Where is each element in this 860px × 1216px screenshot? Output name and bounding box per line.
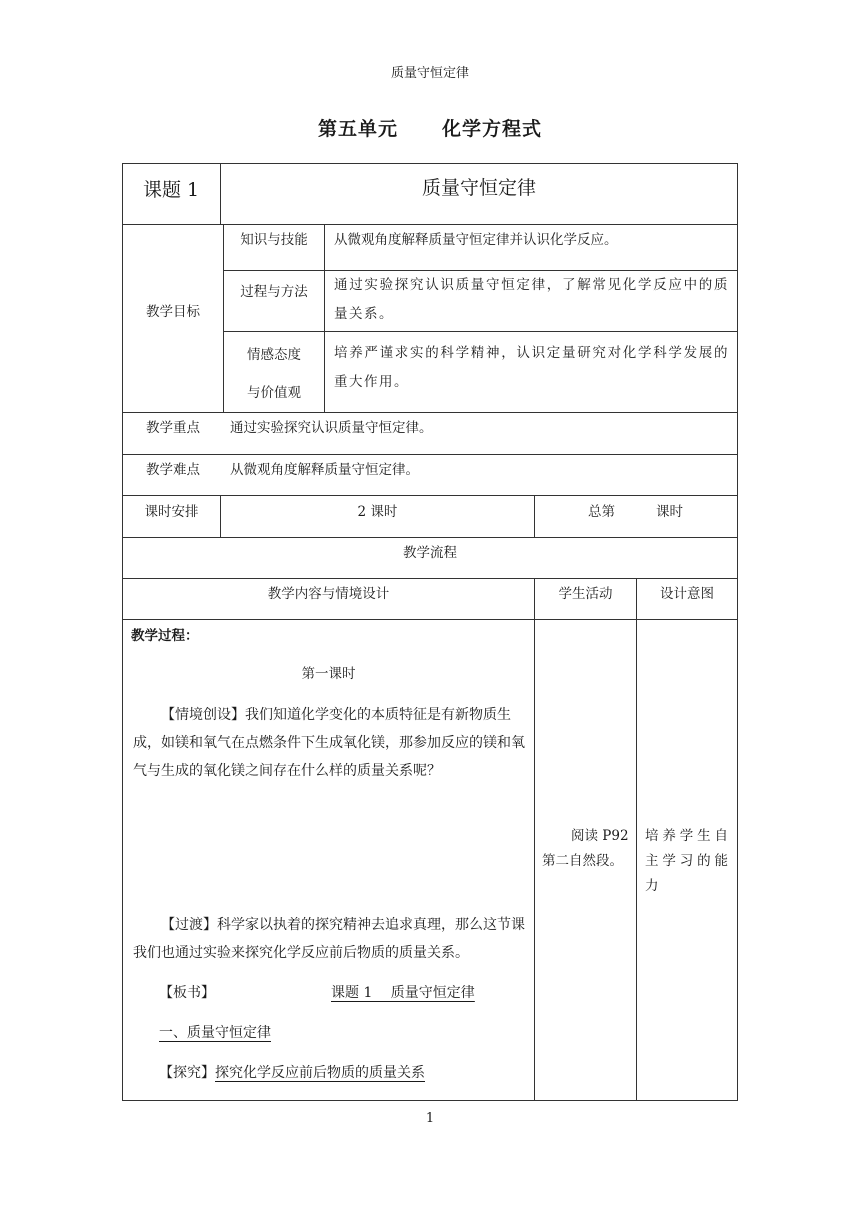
- objective-content-process: 通过实验探究认识质量守恒定律，了解常见化学反应中的质量关系。: [334, 277, 729, 322]
- objectives-label: 教学目标: [146, 304, 200, 320]
- page-header: 质量守恒定律: [390, 66, 469, 81]
- board-content: 课题 1 质量守恒定律: [331, 985, 475, 1001]
- schedule-hours: 2 课时: [357, 504, 398, 520]
- key-point-label: 教学重点: [146, 420, 200, 436]
- objective-category-knowledge: 知识与技能: [240, 232, 308, 248]
- lesson-plan-table: [122, 163, 738, 1101]
- transition-paragraph: 【过渡】科学家以执着的探究精神去追求真理，那么这节课我们也通过实验来探究化学反应前后物质的质量关系。: [133, 917, 525, 961]
- board-label: 【板书】: [159, 985, 215, 1001]
- document-title: [0, 114, 860, 141]
- difficulty-label: 教学难点: [146, 462, 200, 478]
- schedule-total-suffix: 课时: [656, 504, 683, 520]
- page-number: 1: [425, 1111, 435, 1126]
- scenario-paragraph: 【情境创设】我们知道化学变化的本质特征是有新物质生成，如镁和氧气在点燃条件下生成氧化镁，那参加反应的镁和氧气与生成的氧化镁之间存在什么样的质量关系呢？: [133, 707, 525, 779]
- flow-title: 教学流程: [403, 545, 457, 561]
- subject-title: 化学方程式: [442, 118, 543, 140]
- student-activity-line2: 第二自然段。: [542, 853, 623, 869]
- student-activity-line1: 阅读 P92: [571, 828, 629, 844]
- lesson-label: 第一课时: [301, 666, 356, 682]
- objective-category-attitude: [224, 336, 324, 412]
- topic-label: 课题 1: [143, 179, 200, 201]
- student-activity: [535, 824, 636, 874]
- objective-category-process: 过程与方法: [240, 284, 308, 300]
- explore-label: 【探究】: [159, 1065, 215, 1081]
- column-header-content: 教学内容与情境设计: [267, 586, 390, 602]
- column-header-intent: 设计意图: [660, 586, 714, 602]
- schedule-label: 课时安排: [144, 504, 199, 520]
- schedule-total-prefix: 总第: [588, 504, 615, 520]
- section-one-heading: 一、质量守恒定律: [159, 1025, 271, 1041]
- design-intent: 培养学生自主学习的能力: [645, 828, 731, 894]
- unit-title: 第五单元: [317, 118, 398, 140]
- objective-content-knowledge: 从微观角度解释质量守恒定律并认识化学反应。: [334, 232, 618, 248]
- objective-category-attitude-line2: 与价值观: [247, 385, 301, 401]
- column-header-student: 学生活动: [558, 586, 613, 602]
- objective-category-attitude-line1: 情感态度: [247, 347, 301, 363]
- objective-content-attitude: 培养严谨求实的科学精神，认识定量研究对化学科学发展的重大作用。: [334, 345, 729, 390]
- explore-content: 探究化学反应前后物质的质量关系: [215, 1065, 425, 1081]
- key-point-content: 通过实验探究认识质量守恒定律。: [230, 420, 433, 436]
- process-heading: 教学过程：: [131, 628, 199, 644]
- difficulty-content: 从微观角度解释质量守恒定律。: [230, 462, 419, 478]
- topic-name: 质量守恒定律: [421, 177, 536, 199]
